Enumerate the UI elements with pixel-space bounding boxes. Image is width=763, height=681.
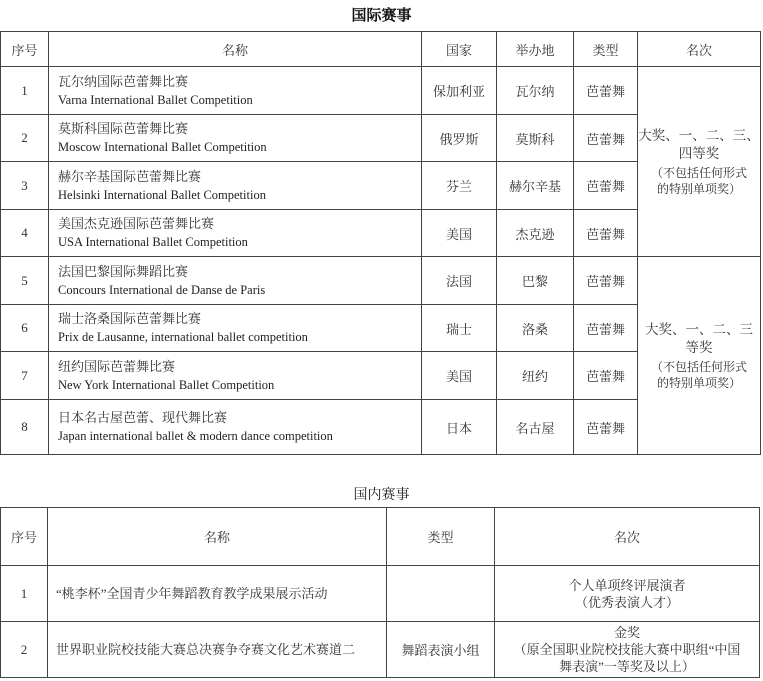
city: 莫斯科 xyxy=(497,115,574,162)
country: 美国 xyxy=(422,352,497,400)
rank-main-line2: 等奖 xyxy=(685,339,713,355)
type: 芭蕾舞 xyxy=(574,210,638,257)
rank xyxy=(495,622,760,678)
row-no: 7 xyxy=(1,352,49,400)
rank-main-line2: 四等奖 xyxy=(678,145,720,161)
domestic-competitions-table xyxy=(0,507,760,678)
name-en: New York International Ballet Competition xyxy=(58,377,275,392)
name-en: Japan international ballet & modern dance competition xyxy=(58,429,333,443)
competition-name xyxy=(49,115,422,162)
row-no: 5 xyxy=(1,257,49,305)
row-no: 1 xyxy=(1,566,48,622)
header-name: 名称 xyxy=(49,32,422,67)
competition-name xyxy=(49,162,422,210)
competition-name: “桃李杯”全国青少年舞蹈教育教学成果展示活动 xyxy=(48,566,387,622)
row-no: 3 xyxy=(1,162,49,210)
header-type: 类型 xyxy=(387,508,495,566)
name-en: Varna International Ballet Competition xyxy=(58,92,253,107)
rank-line1: 金奖 xyxy=(613,625,640,640)
table-row xyxy=(1,67,761,115)
rank-line1: 个人单项终评展演者 xyxy=(568,577,686,593)
competition-name xyxy=(49,210,422,257)
table-header-row xyxy=(1,508,760,566)
competition-name: 世界职业院校技能大赛总决赛争夺赛文化艺术赛道二 xyxy=(48,622,387,678)
header-city: 举办地 xyxy=(497,32,574,67)
city: 瓦尔纳 xyxy=(497,67,574,115)
international-section-title: 国际赛事 xyxy=(351,8,412,24)
type: 芭蕾舞 xyxy=(574,162,638,210)
row-no: 6 xyxy=(1,305,49,352)
international-competitions-table xyxy=(0,31,761,455)
header-no: 序号 xyxy=(1,32,49,67)
competition-name xyxy=(49,67,422,115)
city: 名古屋 xyxy=(497,400,574,455)
type: 芭蕾舞 xyxy=(574,352,638,400)
table-header-row xyxy=(1,32,761,67)
row-no: 2 xyxy=(1,115,49,162)
competition-name xyxy=(49,257,422,305)
competition-name xyxy=(49,305,422,352)
country: 美国 xyxy=(422,210,497,257)
rank-line2: （优秀表演人才） xyxy=(574,594,679,610)
domestic-section-title: 国内赛事 xyxy=(353,488,410,503)
rank-main-line1: 大奖、一、二、三、 xyxy=(638,127,760,143)
type: 芭蕾舞 xyxy=(574,67,638,115)
country: 俄罗斯 xyxy=(422,115,497,162)
rank-note: （不包括任何形式 的特别单项奖） xyxy=(650,359,747,390)
header-country: 国家 xyxy=(422,32,497,67)
city: 洛桑 xyxy=(497,305,574,352)
city: 巴黎 xyxy=(497,257,574,305)
name-cn: 瑞士洛桑国际芭蕾舞比赛 xyxy=(58,311,202,326)
rank xyxy=(495,566,760,622)
rank-group-2 xyxy=(638,257,761,455)
header-name: 名称 xyxy=(48,508,387,566)
city: 赫尔辛基 xyxy=(497,162,574,210)
name-cn: 赫尔辛基国际芭蕾舞比赛 xyxy=(58,168,202,184)
city: 杰克逊 xyxy=(497,210,574,257)
name-en: Concours International de Danse de Paris xyxy=(58,282,266,297)
header-no: 序号 xyxy=(1,508,48,566)
type: 芭蕾舞 xyxy=(574,257,638,305)
rank-line3: 舞表演”一等奖及以上） xyxy=(559,659,695,674)
type: 芭蕾舞 xyxy=(574,115,638,162)
competition-name xyxy=(49,400,422,455)
name-en: Moscow International Ballet Competition xyxy=(58,140,267,154)
row-no: 1 xyxy=(1,67,49,115)
row-no: 4 xyxy=(1,210,49,257)
name-cn: 纽约国际芭蕾舞比赛 xyxy=(58,358,176,374)
country: 法国 xyxy=(422,257,497,305)
type: 舞蹈表演小组 xyxy=(387,622,495,678)
name-cn: 莫斯科国际芭蕾舞比赛 xyxy=(58,121,189,136)
competition-name xyxy=(49,352,422,400)
header-rank: 名次 xyxy=(638,32,761,67)
type: 芭蕾舞 xyxy=(574,400,638,455)
country: 日本 xyxy=(422,400,497,455)
country: 保加利亚 xyxy=(422,67,497,115)
name-cn: 美国杰克逊国际芭蕾舞比赛 xyxy=(58,216,215,231)
name-cn: 日本名古屋芭蕾、现代舞比赛 xyxy=(58,410,228,425)
country: 瑞士 xyxy=(422,305,497,352)
name-en: Helsinki International Ballet Competition xyxy=(58,187,266,202)
row-no: 8 xyxy=(1,400,49,455)
name-en: Prix de Lausanne, international ballet competition xyxy=(58,330,308,344)
name-cn: 法国巴黎国际舞蹈比赛 xyxy=(58,263,189,279)
header-type: 类型 xyxy=(574,32,638,67)
table-row xyxy=(1,257,761,305)
header-rank: 名次 xyxy=(495,508,760,566)
rank-main-line1: 大奖、一、二、三 xyxy=(645,321,753,337)
rank-note: （不包括任何形式 的特别单项奖） xyxy=(650,165,747,196)
country: 芬兰 xyxy=(422,162,497,210)
city: 纽约 xyxy=(497,352,574,400)
name-cn: 瓦尔纳国际芭蕾舞比赛 xyxy=(58,73,189,89)
table-row xyxy=(1,622,760,678)
rank-line2: （原全国职业院校技能大赛中职组“中国 xyxy=(513,642,741,657)
row-no: 2 xyxy=(1,622,48,678)
name-en: USA International Ballet Competition xyxy=(58,235,248,249)
type: 芭蕾舞 xyxy=(574,305,638,352)
rank-group-1 xyxy=(638,67,761,257)
type xyxy=(387,566,495,622)
table-row xyxy=(1,566,760,622)
